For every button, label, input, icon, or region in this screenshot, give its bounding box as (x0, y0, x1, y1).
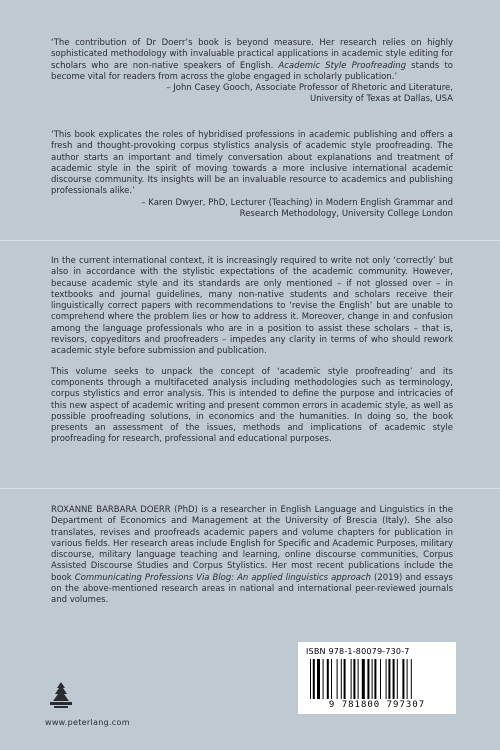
barcode-icon (310, 659, 444, 699)
quote-2-attribution-1: – Karen Dwyer, PhD, Lecturer (Teaching) in Modern English Grammar and (141, 197, 453, 208)
description-para-2: This volume seeks to unpack the concept of ‘academic style proofreading’ and its components through a multifaceted analysis including methodologies such as terminology, corpus stylistics and error analysis. This is intended to define the purpose and intricacies of this new aspect of academic writing and present common errors in academic style, as well as possible proofreading solutions, in economics and the humanities. In doing so, the book presents an assessment of the issues, methods and implications of academic style proofreading for research, professional and educational purposes. (51, 366, 453, 445)
barcode-number: 9 781800 797307 (328, 700, 426, 710)
quote-1-body (51, 38, 453, 83)
quote-1-text-a: ‘The contribution of Dr Doerr’s book is beyond measure. Her research relies on highly sophisticated methodology with invaluable practical applications in academic style editing for scholars who are non-native speakers of English. (51, 38, 453, 71)
isbn-label: ISBN 978-1-80079-730-7 (306, 647, 410, 656)
description-para-1: In the current international context, it is increasingly required to write not only ‘correctly’ but also in accordance with the stylistic expectations of the academic community. However, because academic style and its standards are only mentioned – if not glossed over – in textbooks and journal guidelines, many non-native students and scholars receive their linguistically correct papers with recommendations to ‘revise the English’ but are unable to comprehend where the problem lies or how to address it. Moreover, change in and confusion among the language professionals who are in a position to assist these scholars – that is, revisors, copyeditors and proofreaders – impedes any clarity in terms of who should rework academic style before submission and publication. (51, 256, 453, 357)
barcode-box (298, 642, 456, 714)
quote-1-title-italic: Academic Style Proofreading (278, 60, 407, 71)
author-bio-text-a: ROXANNE BARBARA DOERR (PhD) is a researcher in English Language and Linguistics in the Department of Economics and Management at the University of Brescia (Italy). She also translates, revises and proofreads academic papers and volume chapters for publication in various fields. Her research areas include English for Specific and Academic Purposes, military discourse, military language teaching and learning, online discourse communities, Corpus Assisted Discourse Studies and Corpus Stylistics. Her most recent publications include the book (51, 505, 453, 583)
divider-1 (0, 240, 500, 241)
quote-2-attribution-2: Research Methodology, University College London (239, 209, 453, 220)
quote-2-body: ‘This book explicates the roles of hybridised professions in academic publishing and offers a fresh and thought-provoking corpus stylistics analysis of academic style proofreading. The author starts an important and timely conversation about explanations and treatment of academic style in the spirit of moving towards a more inclusive international academic discourse community. Its insights will be an invaluable resource to academics and publishing professionals alike.’ (51, 130, 453, 197)
author-bio-text-b: (2019) and essays on the above-mentioned research areas in national and international peer-reviewed journals and volumes. (51, 572, 453, 606)
quote-1-attribution-2: University of Texas at Dallas, USA (309, 94, 453, 105)
quote-1-text-b: stands to become vital for readers from across the globe engaged in scholarly publication.’ (51, 60, 453, 82)
quote-2 (51, 130, 453, 220)
divider-2 (0, 488, 500, 489)
quote-1 (51, 38, 453, 106)
author-bio-text (51, 505, 453, 607)
author-bio-book-italic: Communicating Professions Via Blog: An applied linguistics approach (74, 572, 372, 583)
author-bio (51, 505, 453, 607)
quote-1-attribution-1: – John Casey Gooch, Associate Professor of Rhetoric and Literature, (166, 83, 453, 94)
peter-lang-logo-icon (46, 680, 76, 710)
publisher-url: www.peterlang.com (45, 718, 130, 727)
description (51, 256, 453, 446)
